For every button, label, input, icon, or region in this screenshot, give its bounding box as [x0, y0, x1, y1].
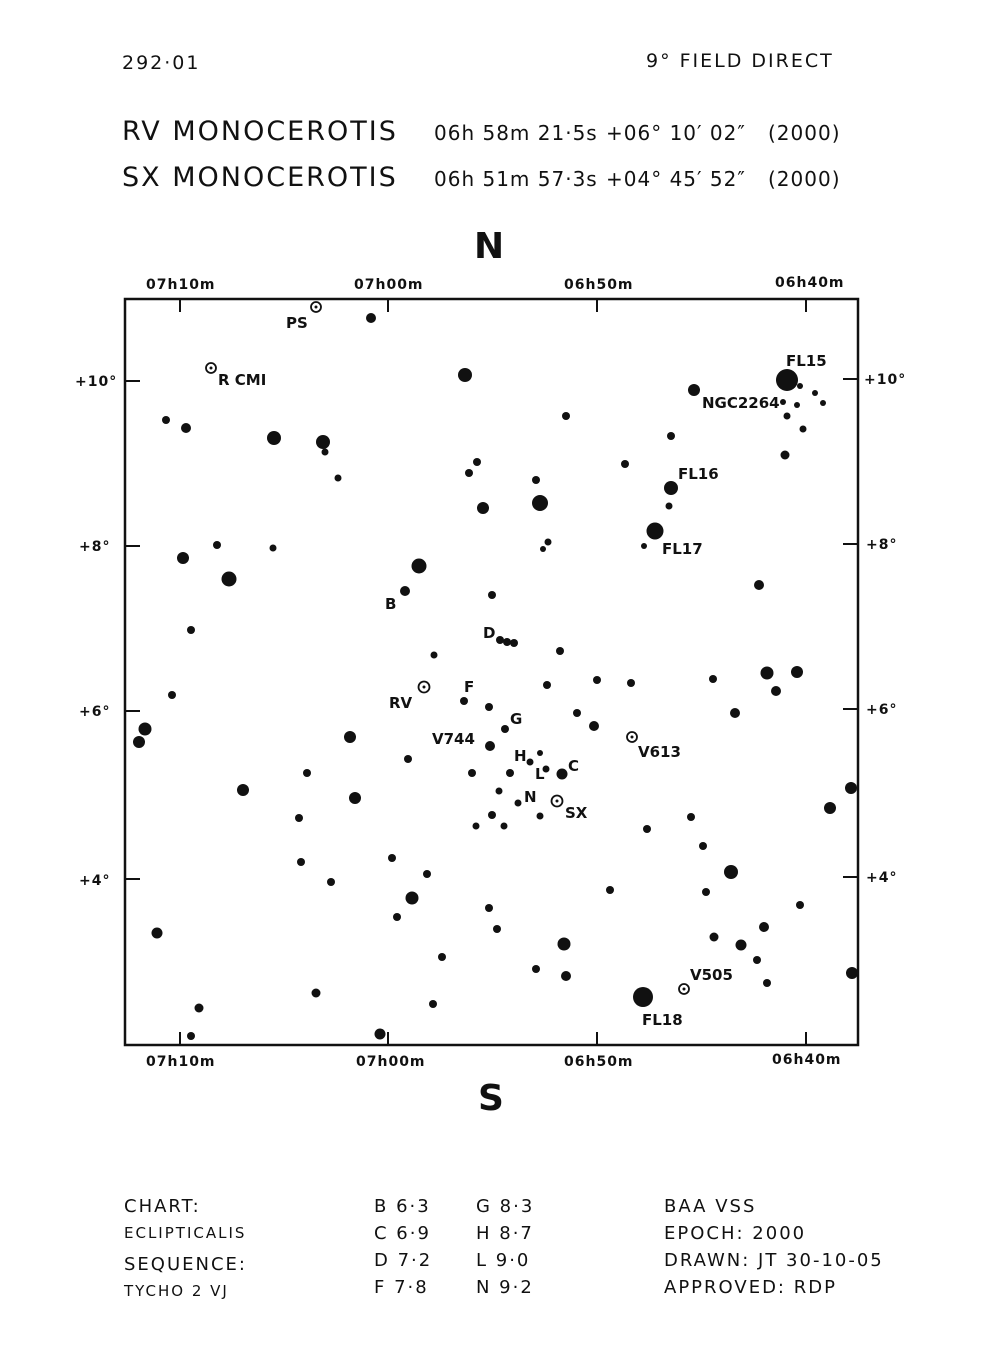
star-dot	[404, 755, 412, 763]
south-label: S	[478, 1078, 504, 1119]
star-dot	[759, 922, 769, 932]
marker-centre	[423, 686, 426, 689]
star-dot	[796, 901, 804, 909]
dec-left-label: +6°	[79, 704, 111, 720]
star-dot	[761, 667, 774, 680]
star-dot	[557, 769, 568, 780]
star-dot	[510, 639, 518, 647]
label-v613: V613	[638, 743, 681, 761]
star-dot	[473, 458, 481, 466]
star-dot	[400, 586, 410, 596]
label-f: F	[464, 678, 475, 696]
star-dot	[667, 432, 675, 440]
chart-credits	[664, 1193, 884, 1301]
star-dot	[641, 543, 647, 549]
sequence-entry: L 9·0	[476, 1250, 531, 1271]
star-dot	[133, 736, 145, 748]
star-dot	[496, 636, 504, 644]
star-dot	[485, 703, 493, 711]
label-fl16: FL16	[678, 465, 719, 483]
star-dot	[643, 825, 651, 833]
marker-centre	[210, 367, 213, 370]
dec-left-label: +8°	[79, 539, 111, 555]
approved-by: APPROVED: RDP	[664, 1277, 837, 1298]
ra-top-label: 06h50m	[564, 277, 634, 293]
star-dot	[561, 971, 571, 981]
star-dot	[327, 878, 335, 886]
sequence-entry: C 6·9	[374, 1223, 431, 1244]
chart-info	[124, 1193, 247, 1305]
star-ra: 06h 58m 21·5s	[434, 121, 598, 145]
star-dot	[465, 469, 473, 477]
dec-left-label: +10°	[75, 374, 118, 390]
epoch: EPOCH: 2000	[664, 1223, 807, 1244]
star-epoch: (2000)	[768, 121, 841, 145]
star-dot	[532, 965, 540, 973]
star-dot	[162, 416, 170, 424]
star-dot	[335, 475, 342, 482]
ra-top-label: 06h40m	[775, 275, 845, 291]
sequence-entry: B 6·3	[374, 1196, 431, 1217]
star-dot	[730, 708, 740, 718]
star-dot	[423, 870, 431, 878]
star-dot	[322, 449, 329, 456]
star-epoch: (2000)	[768, 167, 841, 191]
north-label: N	[474, 226, 505, 267]
dec-right-label: +6°	[866, 702, 898, 718]
star-ra: 06h 51m 57·3s	[434, 167, 598, 191]
star-dot	[316, 435, 330, 449]
dec-left-label: +4°	[79, 873, 111, 889]
star-dec: +06° 10′ 02″	[606, 121, 746, 145]
star-dot	[303, 769, 311, 777]
star-dot	[388, 854, 396, 862]
star-dot	[527, 759, 534, 766]
label-fl17: FL17	[662, 540, 703, 558]
ra-bottom-label: 07h00m	[356, 1054, 426, 1070]
star-dot	[780, 399, 786, 405]
star-dot	[633, 987, 653, 1007]
star-dot	[431, 652, 438, 659]
dec-right-label: +4°	[866, 870, 898, 886]
star-dot	[666, 503, 673, 510]
star-dot	[297, 858, 305, 866]
star-dot	[295, 814, 303, 822]
star-dot	[213, 541, 221, 549]
star-dot	[438, 953, 446, 961]
star-dot	[753, 956, 761, 964]
star-dot	[794, 402, 800, 408]
star-dot	[688, 384, 700, 396]
label-b: B	[385, 595, 397, 613]
star-name: SX MONOCEROTIS	[122, 162, 398, 193]
label-n: N	[524, 788, 537, 806]
star-dot	[797, 383, 803, 389]
star-dot	[237, 784, 249, 796]
star-dot	[312, 989, 321, 998]
star-dot	[270, 545, 277, 552]
star-dot	[168, 691, 176, 699]
star-dot	[532, 495, 548, 511]
label-c: C	[568, 757, 580, 775]
star-dot	[177, 552, 189, 564]
star-dot	[664, 481, 678, 495]
star-dot	[846, 967, 858, 979]
star-dot	[647, 523, 664, 540]
star-dot	[344, 731, 356, 743]
label-v744: V744	[432, 730, 475, 748]
marker-centre	[631, 736, 634, 739]
star-dot	[627, 679, 635, 687]
star-dot	[460, 697, 468, 705]
star-dot	[468, 769, 476, 777]
star-dot	[393, 913, 401, 921]
marker-centre	[556, 800, 559, 803]
star-dot	[375, 1029, 386, 1040]
star-dot	[429, 1000, 437, 1008]
label-rv: RV	[389, 694, 413, 712]
star-dot	[488, 591, 496, 599]
label-g: G	[510, 710, 523, 728]
star-dot	[540, 546, 546, 552]
sequence-entry: F 7·8	[374, 1277, 429, 1298]
star-dot	[187, 1032, 195, 1040]
star-dot	[791, 666, 803, 678]
star-dot	[606, 886, 614, 894]
label-d: D	[483, 624, 496, 642]
star-dot	[515, 800, 522, 807]
star-dot	[621, 460, 629, 468]
star-dot	[537, 813, 544, 820]
field-stars	[133, 313, 858, 1040]
drawn-by: DRAWN: JT 30-10-05	[664, 1250, 884, 1271]
star-dot	[493, 925, 501, 933]
dec-right-label: +8°	[866, 537, 898, 553]
star-dot	[412, 559, 427, 574]
ra-top-label: 07h00m	[354, 277, 424, 293]
star-dot	[458, 368, 472, 382]
label-fl18: FL18	[642, 1011, 683, 1029]
star-dot	[776, 369, 798, 391]
star-dot	[562, 412, 570, 420]
label-ps: PS	[286, 314, 308, 332]
star-dot	[710, 933, 719, 942]
star-dot	[488, 811, 496, 819]
star-dot	[501, 823, 508, 830]
star-dot	[724, 865, 738, 879]
star-dot	[195, 1004, 204, 1013]
sequence-col-2	[476, 1193, 534, 1301]
star-dot	[820, 400, 826, 406]
star-dec: +04° 45′ 52″	[606, 167, 746, 191]
ra-top-label: 07h10m	[146, 277, 216, 293]
sequence-entry: D 7·2	[374, 1250, 433, 1271]
variable-markers	[206, 302, 689, 994]
star-dot	[267, 431, 281, 445]
dec-right-label: +10°	[864, 372, 907, 388]
star-name: RV MONOCEROTIS	[122, 116, 398, 147]
label-fl15: FL15	[786, 352, 827, 370]
ra-bottom-label: 06h40m	[772, 1052, 842, 1068]
star-dot	[784, 413, 791, 420]
star-dot	[349, 792, 361, 804]
sequence-col-1	[374, 1193, 432, 1301]
star-dot	[139, 723, 152, 736]
ra-bottom-label: 07h10m	[146, 1054, 216, 1070]
star-dot	[406, 892, 419, 905]
organisation: BAA VSS	[664, 1196, 757, 1217]
star-dot	[824, 802, 836, 814]
label-rcmi: R CMI	[218, 371, 267, 389]
sequence-value: TYCHO 2 VJ	[124, 1282, 229, 1300]
star-dot	[532, 476, 540, 484]
star-dot	[537, 750, 543, 756]
marker-centre	[683, 988, 686, 991]
star-dot	[545, 539, 552, 546]
star-dot	[593, 676, 601, 684]
star-dot	[812, 390, 818, 396]
star-dot	[473, 823, 480, 830]
star-dot	[736, 940, 747, 951]
star-dot	[222, 572, 237, 587]
star-dot	[845, 782, 857, 794]
label-ngc2264: NGC2264	[702, 394, 780, 412]
sequence-entry: G 8·3	[476, 1196, 535, 1217]
variable-marker-centres	[210, 306, 686, 991]
star-dot	[496, 788, 503, 795]
ra-bottom-label: 06h50m	[564, 1054, 634, 1070]
star-dot	[687, 813, 695, 821]
star-dot	[556, 647, 564, 655]
label-sx: SX	[565, 804, 588, 822]
star-dot	[543, 681, 551, 689]
chart-label: CHART:	[124, 1196, 201, 1217]
chart-id: 292·01	[122, 52, 201, 74]
star-dot	[477, 502, 489, 514]
star-dot	[709, 675, 717, 683]
star-dot	[485, 741, 495, 751]
star-dot	[589, 721, 599, 731]
star-dot	[501, 725, 509, 733]
star-dot	[699, 842, 707, 850]
star-dot	[781, 451, 790, 460]
star-dot	[503, 638, 511, 646]
star-dot	[754, 580, 764, 590]
chart-value: ECLIPTICALIS	[124, 1224, 247, 1242]
star-dot	[187, 626, 195, 634]
star-dot	[506, 769, 514, 777]
star-dot	[485, 904, 493, 912]
sequence-entry: N 9·2	[476, 1277, 534, 1298]
star-dot	[181, 423, 191, 433]
label-l: L	[535, 765, 545, 783]
star-dot	[763, 979, 771, 987]
label-v505: V505	[690, 966, 733, 984]
sequence-label: SEQUENCE:	[124, 1254, 247, 1275]
star-dot	[702, 888, 710, 896]
field-label: 9° FIELD DIRECT	[646, 50, 834, 72]
star-dot	[771, 686, 781, 696]
star-dot	[573, 709, 581, 717]
label-h: H	[514, 747, 527, 765]
star-dot	[800, 426, 807, 433]
star-dot	[366, 313, 376, 323]
sequence-entry: H 8·7	[476, 1223, 534, 1244]
star-dot	[558, 938, 571, 951]
star-dot	[152, 928, 163, 939]
marker-centre	[315, 306, 318, 309]
